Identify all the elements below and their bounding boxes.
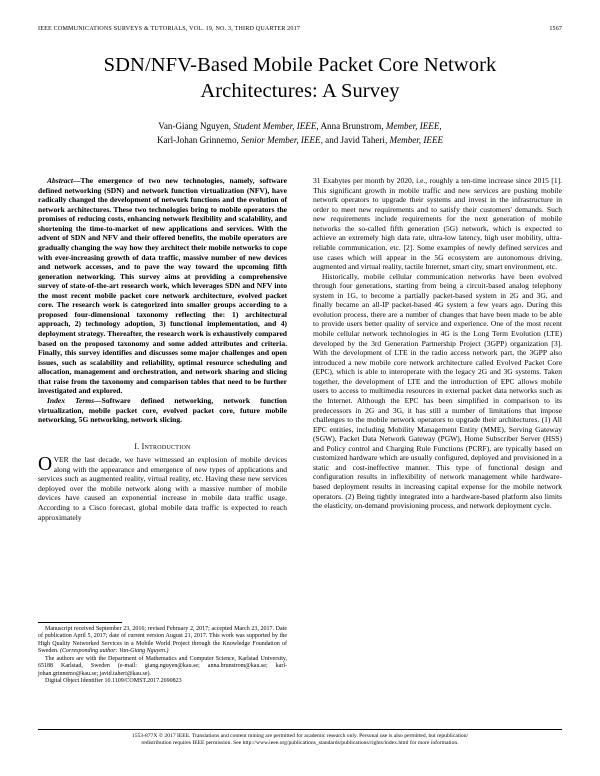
index-terms-dash: — (94, 395, 102, 405)
footnote-doi: Digital Object Identifier 10.1109/COMST.2017.2690823 (45, 678, 182, 685)
title-block (46, 52, 554, 104)
copyright-line-2: redistribution requires IEEE permission. See http://www.ieee.org/publications_standards/publications/rights/index.html for more information. (141, 740, 459, 747)
author-line-2 (46, 133, 554, 147)
author-grade-taheri: Member, IEEE (389, 135, 444, 146)
author-line-1 (46, 119, 554, 133)
column-right (313, 176, 562, 511)
author-grade-grinnemo: Senior Member, IEEE (241, 135, 321, 146)
paper-title-line-2: Architectures: A Survey (200, 80, 400, 103)
intro-right-paragraph-1: 31 Exabytes per month by 2020, i.e., roughly a ten-time increase since 2015 [1]. This significant growth in mobile traffic and new services are pushing mobile network operators to upgrade their systems and invest in the infrastructure in order to meet new requirements and to satisfy their customers' demands. Such new requirements include requirements for the next generation of mobile networks the so-called fifth generation (5G) network, which is expected to achieve an extremely high data rate, ultra-low latency, high user mobility, ultra-reliable communication, etc. [2]. Some examples of newly defined services and use cases which will appear in the 5G ecosystem are autonomous driving, augmented and virtual reality, tactile Internet, smart city, smart environment, etc. (313, 176, 562, 272)
abstract-paragraph (38, 176, 287, 396)
footnote-author-affiliation: The authors are with the Department of Mathematics and Computer Science, Karlstad University, 65188 Karlstad, Sweden (e-mail: giang.nguyen@kau.se; anna.brunstrom@kau.se; karl-johan.grinnemo@kau.se; javid.taheri@kau.se). (38, 655, 287, 677)
drop-cap-letter: O (38, 454, 53, 476)
author-grade-brunstrom: Member, IEEE (385, 121, 440, 131)
intro-first-paragraph-text: VER the last decade, we have witnessed an explosion of mobile devices along with the appearance and emergence of new types of applications and services such as augmented reality, virtual reality, etc. Having these new services deployed over the mobile network along with a massive number of mobile devices have caused an exponential increase in mobile data traffic usage. According to a Cisco forecast, global mobile data traffic is expected to reach approximately (38, 455, 287, 522)
index-terms-text: Software defined networking, network function virtualization, mobile packet core, evolved packet core, future mobile networking, 5G networking, network slicing. (38, 395, 287, 425)
author-list (46, 119, 554, 147)
page-title (46, 52, 554, 104)
journal-title-line: IEEE COMMUNICATIONS SURVEYS & TUTORIALS, VOL. 19, NO. 3, THIRD QUARTER 2017 (38, 26, 301, 32)
abstract-label: Abstract (47, 176, 73, 185)
author-name-nguyen: Van-Giang Nguyen, (158, 121, 234, 131)
abstract-text: The emergence of two new technologies, namely, software defined networking (SDN) and network function virtualization (NFV), have radically changed the development of network functions and the evolution of network architectures. These two technologies bring to mobile operators the promises of reducing costs, enhancing network flexibility and scalability, and shortening the time-to-market of new applications and services. With the advent of SDN and NFV and their offered benefits, the mobile operators are gradually changing the way how they architect their mobile networks to cope with ever-increasing growth of data traffic, massive number of new devices and network accesses, and to pave the way toward the upcoming fifth generation networking. This survey aims at providing a comprehensive survey of state-of-the-art research work, which leverages SDN and NFV into the most recent mobile packet core network architecture, evolved packet core. The research work is categorized into smaller groups according to a proposed four-dimensional taxonomy reflecting the: 1) architectural approach, 2) technology adoption, 3) functional implementation, and 4) deployment strategy. Thereafter, the research work is exhaustively compared based on the proposed taxonomy and some added attributes and criteria. Finally, this survey identifies and discusses some major challenges and open issues, such as scalability and reliability, optimal resource scheduling and allocation, management and orchestration, and network sharing and slicing that raise from the taxonomy and comparison tables that need to be further investigated and explored. (38, 176, 287, 396)
abstract-dash: — (73, 176, 81, 185)
footnote-manuscript-text: Manuscript received September 23, 2016; revised February 2, 2017; accepted March 23, 2017. Date of publication April 5, 2017; date of current version August 21, 2017. This work was supported by the High Quality Networked Services in a Mobile World Project through the Knowledge Foundation of Sweden. (38, 625, 287, 655)
footnote-separator-rule (38, 622, 122, 623)
copyright-footer (38, 729, 562, 748)
index-terms-label: Index Terms (47, 395, 95, 405)
author-line-1-end: , (439, 121, 442, 131)
section-heading-introduction: I. Introduction (134, 441, 191, 451)
copyright-separator-rule (38, 729, 562, 730)
intro-first-paragraph (38, 455, 287, 522)
running-head (38, 26, 562, 32)
footnote-corresponding-author: (Corresponding author: Van-Giang Nguyen.) (60, 648, 169, 655)
footnote-manuscript-dates (38, 626, 287, 656)
author-name-brunstrom: , Anna Brunstrom, (316, 121, 386, 131)
author-name-taheri: , and Javid Taheri, (320, 135, 390, 146)
author-name-grinnemo: Karl-Johan Grinnemo, (156, 135, 242, 146)
copyright-line-1: 1553-877X © 2017 IEEE. Translations and content mining are permitted for academic research only. Personal use is also permitted, but republication/ (131, 732, 469, 739)
paper-title-line-1: SDN/NFV-Based Mobile Packet Core Network (103, 54, 497, 76)
footnote-block (38, 622, 287, 686)
index-terms-paragraph (38, 396, 287, 425)
intro-right-paragraph-2: Historically, mobile cellular communication networks have been evolved through four generations, starting from being a circuit-based analog telephony system in 1G, to become a partially packet-based system in 2G and 3G, and finally became an all-IP packet-based 4G system a few years ago. During this evolution process, there are a number of changes that have been made to be able to provide users better quality of service and experience. One of the most recent mobile cellular network technologies in 4G is the Long Term Evolution (LTE) developed by the 3rd Generation Partnership Project (3GPP) organization [3]. With the development of LTE in the radio access network part, the 3GPP also introduced a new mobile core network architecture called Evolved Packet Core (EPC), which is able to interoperate with the legacy 2G and 3G systems. Taken together, the development of LTE and the introduction of EPC allows mobile users to access to multimedia resources in external packet data networks such as the Internet. Although the EPC has been simplified in comparison to its predecessors in 2G and 3G, it has still a number of limitations that impose challenges to the mobile network operators to upgrade their architectures. (1) All EPC entities, including Mobility Management Entity (MME), Serving Gateway (SGW), Packet Data Network Gateway (PGW), Home Subscriber Server (HSS) and Policy control and Charging Rule Functions (PCRF), are typically based on customized hardware which are usually configured, deployed and provisioned in a static and cost-ineffective manner. This type of functional design and configuration results in inflexibility of network management while hardware-based deployment results in increasing capital expense for the mobile network operators. (2) Being tightly integrated into a hardware-based platform also limits the elasticity, on-demand provisioning process, and network deployment cycle. (313, 271, 562, 511)
column-left (38, 176, 287, 522)
author-grade-nguyen: Student Member, IEEE (233, 121, 317, 131)
page-number: 1567 (549, 26, 562, 32)
